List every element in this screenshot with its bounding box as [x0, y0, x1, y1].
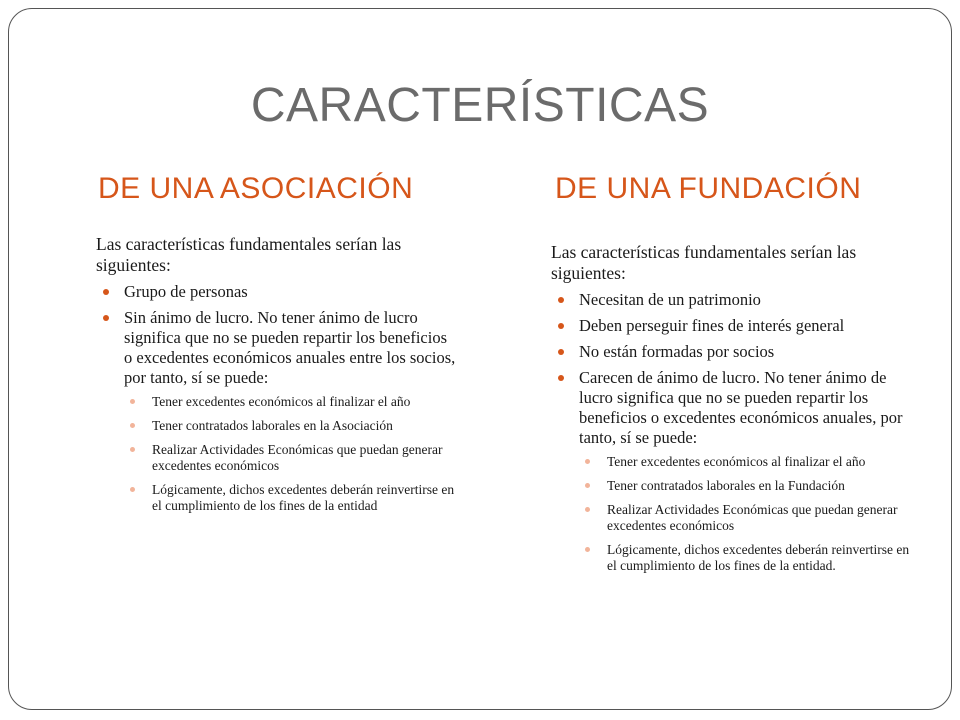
bullet-icon: [103, 315, 109, 321]
sub-bullet-icon: [585, 507, 590, 512]
sub-bullet-icon: [130, 423, 135, 428]
sub-list-item: [579, 454, 911, 470]
list-item: [96, 308, 456, 514]
sub-list-item: [579, 478, 911, 494]
sub-bullet-icon: [130, 487, 135, 492]
sub-list-item-text: Tener excedentes económicos al finalizar el año: [152, 394, 411, 409]
column-asociacion: [96, 234, 456, 522]
sub-list-item: [124, 418, 456, 434]
list-item-text: Necesitan de un patrimonio: [579, 290, 761, 309]
sub-bullet-list: [124, 394, 456, 514]
intro-text: Las características fundamentales serían las siguientes:: [551, 242, 857, 283]
bullet-list: [551, 290, 911, 574]
list-item: [551, 342, 911, 362]
intro-text: Las características fundamentales serían las siguientes:: [96, 234, 402, 275]
sub-list-item: [579, 502, 911, 534]
sub-list-item-text: Lógicamente, dichos excedentes deberán reinvertirse en el cumplimiento de los fines de la entidad: [152, 482, 455, 513]
column-fundacion: [551, 242, 911, 582]
sub-bullet-icon: [585, 483, 590, 488]
sub-list-item-text: Tener contratados laborales en la Asociación: [152, 418, 393, 433]
bullet-icon: [103, 289, 109, 295]
sub-list-item-text: Tener excedentes económicos al finalizar el año: [607, 454, 866, 469]
heading-asociacion: DE UNA ASOCIACIÓN: [98, 172, 414, 205]
sub-list-item: [124, 442, 456, 474]
list-item: [551, 316, 911, 336]
sub-list-item-text: Tener contratados laborales en la Fundación: [607, 478, 845, 493]
slide-title: CARACTERÍSTICAS: [250, 79, 710, 132]
list-item: [96, 282, 456, 302]
sub-bullet-icon: [130, 399, 135, 404]
sub-list-item: [124, 394, 456, 410]
bullet-list: [96, 282, 456, 514]
sub-list-item-text: Realizar Actividades Económicas que puedan generar excedentes económicos: [607, 502, 898, 533]
bullet-icon: [558, 323, 564, 329]
sub-bullet-icon: [130, 447, 135, 452]
sub-list-item-text: Realizar Actividades Económicas que puedan generar excedentes económicos: [152, 442, 443, 473]
list-item-text: Carecen de ánimo de lucro. No tener ánimo de lucro significa que no se pueden repartir los beneficios o excedentes económicos anuales, por tanto, sí se puede:: [579, 368, 903, 447]
list-item-text: Grupo de personas: [124, 282, 248, 301]
list-item-text: Deben perseguir fines de interés general: [579, 316, 845, 335]
sub-list-item: [579, 542, 911, 574]
list-item: [551, 290, 911, 310]
list-item: [551, 368, 911, 574]
bullet-icon: [558, 375, 564, 381]
bullet-icon: [558, 349, 564, 355]
bullet-icon: [558, 297, 564, 303]
list-item-text: No están formadas por socios: [579, 342, 775, 361]
list-item-text: Sin ánimo de lucro. No tener ánimo de lucro significa que no se pueden repartir los beneficios o excedentes económicos anuales entre los socios, por tanto, sí se puede:: [124, 308, 456, 387]
sub-bullet-icon: [585, 547, 590, 552]
sub-list-item-text: Lógicamente, dichos excedentes deberán reinvertirse en el cumplimiento de los fines de la entidad.: [607, 542, 910, 573]
sub-bullet-list: [579, 454, 911, 574]
sub-list-item: [124, 482, 456, 514]
heading-fundacion: DE UNA FUNDACIÓN: [555, 172, 862, 205]
sub-bullet-icon: [585, 459, 590, 464]
